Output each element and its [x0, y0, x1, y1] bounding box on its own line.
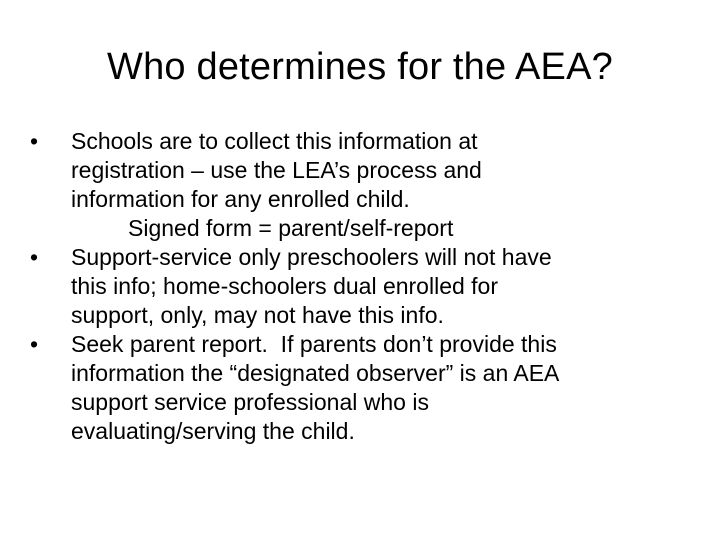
bullet-marker: •	[30, 244, 39, 270]
bullet-item-3	[30, 330, 690, 446]
bullet-2-line-1: Support-service only preschoolers will not have	[71, 244, 552, 270]
bullet-1-line-3: information for any enrolled child.	[71, 186, 410, 212]
bullet-1-line-1: Schools are to collect this information at	[71, 128, 478, 154]
bullet-3-line-3: support service professional who is	[71, 389, 429, 415]
bullet-marker: •	[30, 128, 39, 154]
bullet-3-line-4: evaluating/serving the child.	[71, 418, 355, 444]
bullet-3-line-1: Seek parent report. If parents don’t provide this	[71, 331, 557, 357]
bullet-1-line-2: registration – use the LEA’s process and	[71, 157, 482, 183]
bullet-2-line-2: this info; home-schoolers dual enrolled for	[71, 273, 499, 299]
bullet-2-line-3: support, only, may not have this info.	[71, 302, 444, 328]
bullet-3-line-2: information the “designated observer” is an AEA	[71, 360, 560, 386]
bullet-item-1	[30, 127, 690, 214]
signed-form-note: Signed form = parent/self-report	[128, 215, 454, 241]
bullet-item-2	[30, 243, 690, 330]
bullet-marker: •	[30, 331, 39, 357]
bullet-list	[30, 127, 690, 446]
bullet-1-note	[30, 214, 690, 243]
slide-title: Who determines for the AEA?	[107, 46, 613, 88]
